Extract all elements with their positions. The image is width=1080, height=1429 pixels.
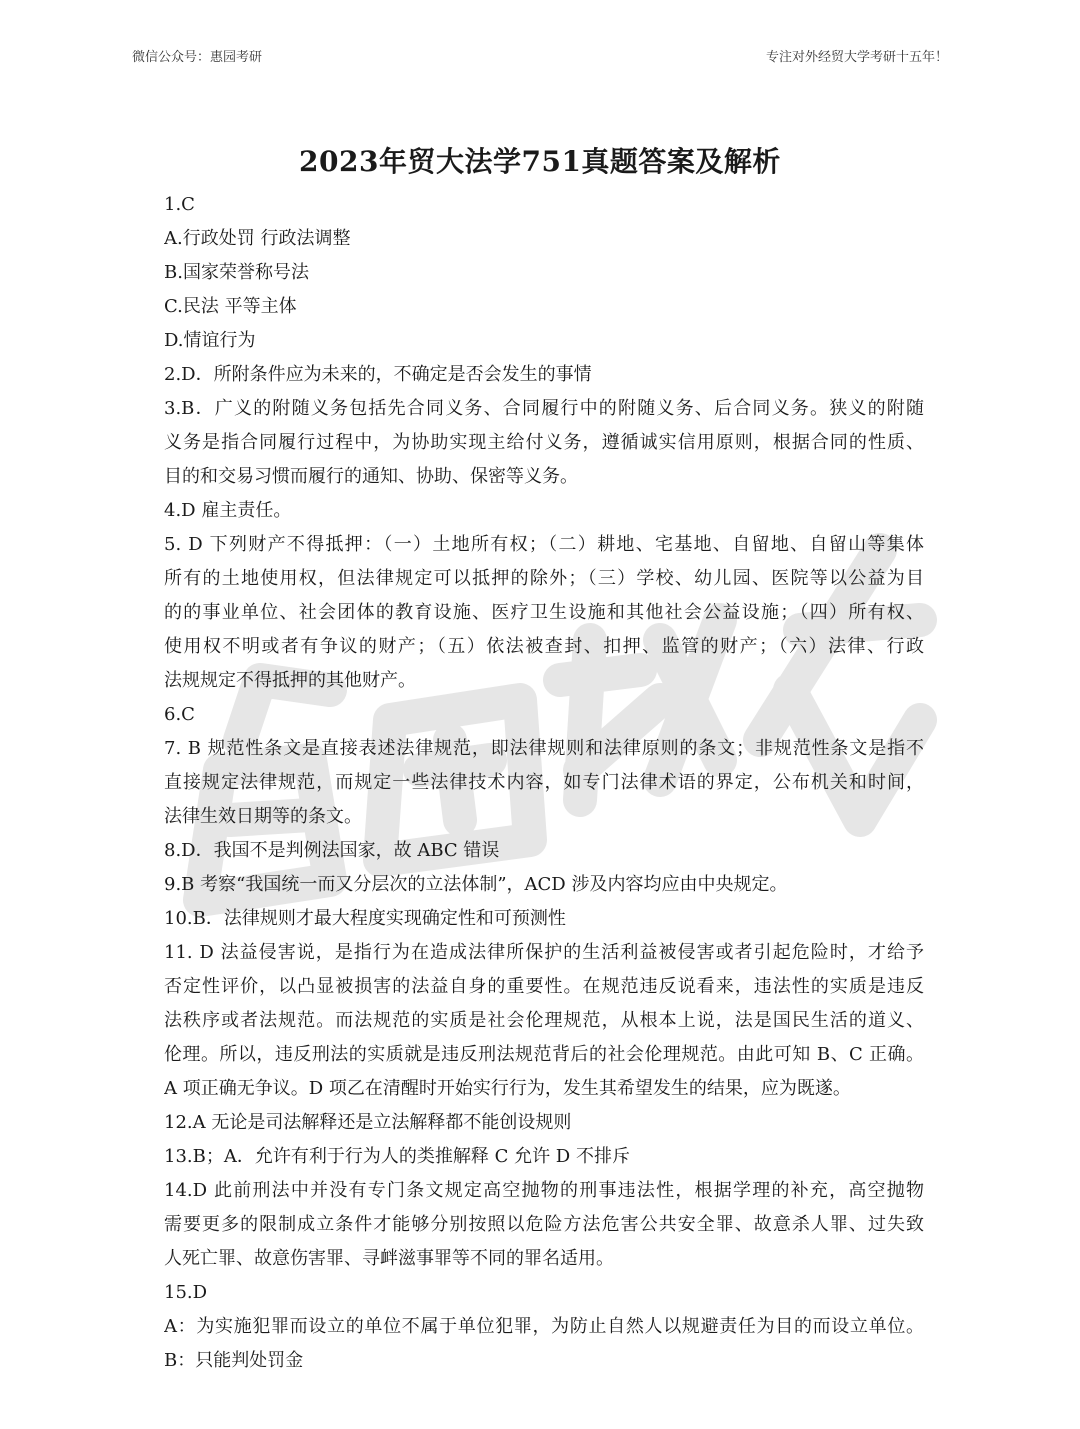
text-line: 15.D <box>164 1282 208 1303</box>
text-line: 14.D 此前刑法中并没有专门条文规定高空抛物的刑事违法性，根据学理的补充，高空抛物 <box>164 1180 924 1201</box>
text-line: 法规规定不得抵押的其他财产。 <box>164 670 416 691</box>
text-line: 3.B．广义的附随义务包括先合同义务、合同履行中的附随义务、后合同义务。狭义的附随 <box>164 398 924 419</box>
text-line: 12.A 无论是司法解释还是立法解释都不能创设规则 <box>164 1112 572 1133</box>
text-line: D.情谊行为 <box>164 330 256 351</box>
text-line: 否定性评价，以凸显被损害的法益自身的重要性。在规范违反说看来，违法性的实质是违反 <box>164 976 924 997</box>
text-line: 伦理。所以，违反刑法的实质就是违反刑法规范背后的社会伦理规范。由此可知 B、C 正确。 <box>164 1044 924 1065</box>
text-line: 法秩序或者法规范。而法规范的实质是社会伦理规范，从根本上说，法是国民生活的道义、 <box>164 1010 924 1031</box>
header-wechat-account: 微信公众号：惠园考研 <box>132 50 263 65</box>
text-line: A.行政处罚 行政法调整 <box>164 228 351 249</box>
text-line: 法律生效日期等的条文。 <box>164 806 362 827</box>
text-line: 9.B 考察“我国统一而又分层次的立法体制”，ACD 涉及内容均应由中央规定。 <box>164 874 788 895</box>
text-line: 4.D 雇主责任。 <box>164 500 292 521</box>
text-line: 的的事业单位、社会团体的教育设施、医疗卫生设施和其他社会公益设施；（四）所有权、 <box>164 602 924 623</box>
text-line: 8.D．我国不是判例法国家，故 ABC 错误 <box>164 840 500 861</box>
text-line: 使用权不明或者有争议的财产；（五）依法被查封、扣押、监管的财产；（六）法律、行政 <box>164 636 924 657</box>
text-line: 5. D 下列财产不得抵押：（一）土地所有权；（二）耕地、宅基地、自留地、自留山等集体 <box>164 534 924 555</box>
header-slogan: 专注对外经贸大学考研十五年！ <box>765 50 948 65</box>
text-line: 直接规定法律规范，而规定一些法律技术内容，如专门法律术语的界定，公布机关和时间， <box>164 772 924 793</box>
text-line: C.民法 平等主体 <box>164 296 297 317</box>
text-line: B.国家荣誉称号法 <box>164 262 309 283</box>
answer-body <box>164 188 924 1378</box>
text-line: A：为实施犯罪而设立的单位不属于单位犯罪，为防止自然人以规避责任为目的而设立单位。 <box>164 1316 924 1337</box>
text-line: 11. D 法益侵害说，是指行为在造成法律所保护的生活利益被侵害或者引起危险时，才给予 <box>164 942 924 963</box>
document-title: 2023年贸大法学751真题答案及解析 <box>299 145 781 178</box>
text-line: 需要更多的限制成立条件才能够分别按照以危险方法危害公共安全罪、故意杀人罪、过失致 <box>164 1214 924 1235</box>
text-line: 目的和交易习惯而履行的通知、协助、保密等义务。 <box>164 466 578 487</box>
text-line: 6.C <box>164 704 195 725</box>
page-header <box>132 46 948 68</box>
text-line: 13.B；A．允许有利于行为人的类推解释 C 允许 D 不排斥 <box>164 1146 630 1167</box>
text-line: 7. B 规范性条文是直接表述法律规范，即法律规则和法律原则的条文；非规范性条文是指不 <box>164 738 924 759</box>
text-line: 10.B．法律规则才最大程度实现确定性和可预测性 <box>164 908 566 929</box>
text-line: B：只能判处罚金 <box>164 1350 304 1371</box>
text-line: 2.D．所附条件应为未来的，不确定是否会发生的事情 <box>164 364 592 385</box>
text-line: 义务是指合同履行过程中，为协助实现主给付义务，遵循诚实信用原则，根据合同的性质、 <box>164 432 924 453</box>
text-line: 1.C <box>164 194 195 215</box>
text-line: 所有的土地使用权，但法律规定可以抵押的除外；（三）学校、幼儿园、医院等以公益为目 <box>164 568 924 589</box>
text-line: 人死亡罪、故意伤害罪、寻衅滋事罪等不同的罪名适用。 <box>164 1248 614 1269</box>
text-line: A 项正确无争议。D 项乙在清醒时开始实行行为，发生其希望发生的结果，应为既遂。 <box>164 1078 851 1099</box>
